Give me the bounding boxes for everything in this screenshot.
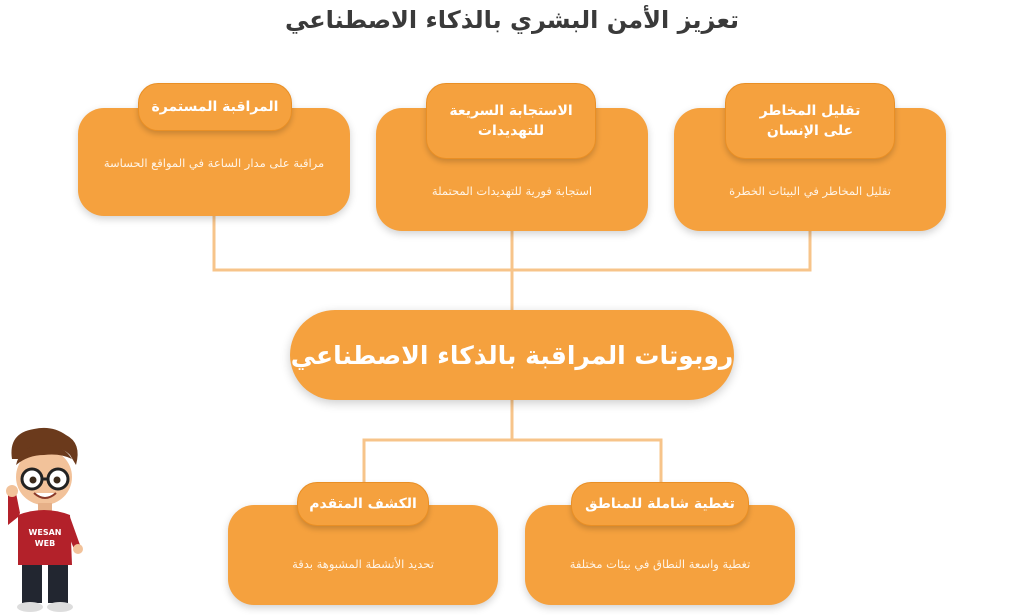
mascot-character-icon bbox=[0, 425, 90, 615]
central-node: روبوتات المراقبة بالذكاء الاصطناعي bbox=[290, 310, 734, 400]
card-heading: الكشف المتقدم bbox=[297, 482, 429, 526]
mascot-shirt-text-2: WEB bbox=[34, 539, 56, 548]
card-description: مراقبة على مدار الساعة في المواقع الحساسة bbox=[103, 156, 325, 170]
mascot-shirt-text-1: WESAN bbox=[28, 528, 62, 537]
card-description: تقليل المخاطر في البيئات الخطرة bbox=[729, 184, 891, 198]
card-heading: تغطية شاملة للمناطق bbox=[571, 482, 749, 526]
card-heading: تقليل المخاطر على الإنسان bbox=[725, 83, 895, 159]
card-description: تغطية واسعة النطاق في بيئات مختلفة bbox=[569, 557, 751, 571]
card-description: تحديد الأنشطة المشبوهة بدقة bbox=[292, 557, 434, 571]
card-description: استجابة فورية للتهديدات المحتملة bbox=[431, 184, 593, 198]
card-heading: المراقبة المستمرة bbox=[138, 83, 292, 131]
diagram-title: تعزيز الأمن البشري بالذكاء الاصطناعي bbox=[284, 6, 740, 34]
card-heading: الاستجابة السريعة للتهديدات bbox=[426, 83, 596, 159]
